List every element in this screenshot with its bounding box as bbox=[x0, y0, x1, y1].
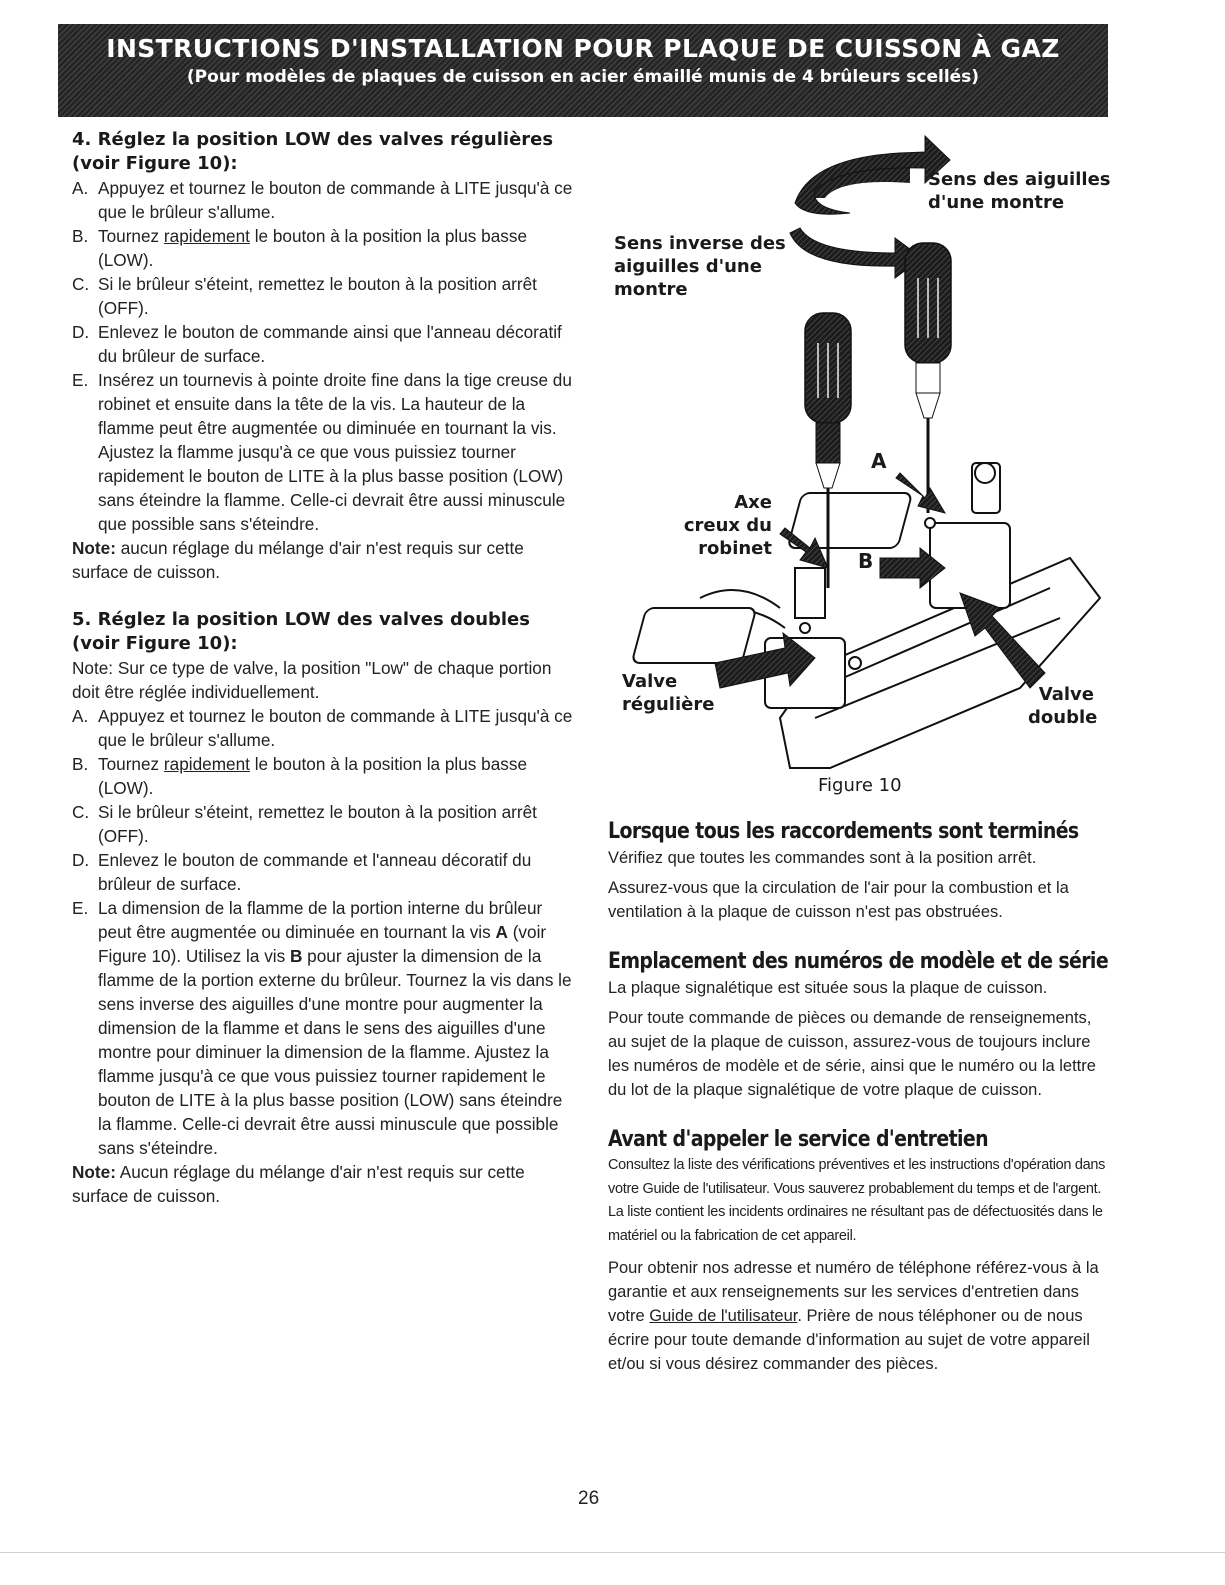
counterclockwise-arrow-icon bbox=[790, 228, 922, 278]
header-banner bbox=[58, 24, 1108, 117]
list-item: C. Si le brûleur s'éteint, remettez le bouton à la position arrêt (OFF). bbox=[72, 274, 537, 318]
before-service-title: Avant d'appeler le service d'entretien bbox=[608, 1127, 989, 1152]
section-5-intro: Note: Sur ce type de valve, la position "Low" de chaque portion doit être réglée individuellement. bbox=[72, 658, 552, 702]
label-regular-valve: Valve régulière bbox=[622, 671, 715, 715]
section-4-note: Note: aucun réglage du mélange d'air n'est requis sur cette surface de cuisson. bbox=[72, 538, 524, 582]
label-clockwise: Sens des aiguilles d'une montre bbox=[928, 169, 1111, 213]
list-item: C. Si le brûleur s'éteint, remettez le bouton à la position arrêt (OFF). bbox=[72, 802, 537, 846]
list-item: E. Insérez un tournevis à pointe droite fine dans la tige creuse du robinet et ensuite dans la tête de la vis. La hauteur de la flamme peut être augmentée ou diminuée en tournant la vis. Ajustez la flamme jusqu'à ce que vous puissiez tourner rapidement le bouton de LITE à la plus basse position (LOW) sans éteindre la flamme. Celle-ci devrait être aussi minuscule que possible sans s'éteindre. bbox=[72, 370, 572, 534]
model-serial-title: Emplacement des numéros de modèle et de série bbox=[608, 949, 1109, 974]
label-screw-b: B bbox=[858, 549, 874, 573]
section-5-heading: 5. Réglez la position LOW des valves doubles (voir Figure 10): bbox=[72, 609, 530, 654]
completion-p1: Vérifiez que toutes les commandes sont à la position arrêt. bbox=[608, 849, 1037, 867]
list-item: E. La dimension de la flamme de la portion interne du brûleur peut être augmentée ou diminuée en tournant la vis A (voir Figure 10). Utilisez la vis B pour ajuster la dimension de la flamme de la portion externe du brûleur. Tournez la vis dans le sens inverse des aiguilles d'une montre pour augmenter la dimension de la flamme et dans le sens des aiguilles d'une montre pour diminuer la dimension de la flamme. Ajustez la flamme jusqu'à ce que vous puissiez tourner rapidement le bouton de LITE à la plus basse position (LOW) sans éteindre la flamme. Celle-ci devrait être aussi minuscule que possible sans s'éteindre. bbox=[72, 898, 572, 1158]
section-5-steps bbox=[72, 704, 577, 1160]
right-column bbox=[608, 818, 1108, 1382]
section-4-steps bbox=[72, 176, 577, 536]
section-4-heading: 4. Réglez la position LOW des valves régulières (voir Figure 10): bbox=[72, 129, 554, 174]
model-serial-p1: La plaque signalétique est située sous la plaque de cuisson. bbox=[608, 979, 1048, 997]
section-5-note: Note: Aucun réglage du mélange d'air n'est requis sur cette surface de cuisson. bbox=[72, 1162, 525, 1206]
page-subtitle: (Pour modèles de plaques de cuisson en acier émaillé munis de 4 brûleurs scellés) bbox=[186, 67, 980, 87]
before-service-p1: Consultez la liste des vérifications préventives et les instructions d'opération dans votre Guide de l'utilisateur. Vous sauverez probablement du temps et de l'argent. La liste contient les incidents ordinaires ne résultant pas de défectuosités dans le matériel ou la fabrication de cet appareil. bbox=[608, 1157, 1106, 1244]
list-item: D. Enlevez le bouton de commande et l'anneau décoratif du brûleur de surface. bbox=[72, 850, 532, 894]
left-column bbox=[72, 128, 577, 1208]
section-4 bbox=[72, 128, 577, 584]
completion-p2: Assurez-vous que la circulation de l'air pour la combustion et la ventilation à la plaque de cuisson n'est pas obstruées. bbox=[608, 879, 1069, 921]
user-guide-reference: Guide de l'utilisateur bbox=[649, 1307, 798, 1325]
list-item: D. Enlevez le bouton de commande ainsi que l'anneau décoratif du brûleur de surface. bbox=[72, 322, 562, 366]
label-hollow-axis: Axe creux du robinet bbox=[683, 492, 772, 559]
before-service-p2: Pour obtenir nos adresse et numéro de téléphone référez-vous à la garantie et aux renseignements sur les services d'entretien dans votre Guide de l'utilisateur. Prière de nous téléphoner ou de nous écrire pour toute demande d'information au sujet de votre appareil et/ou si vous désirez commander des pièces. bbox=[608, 1259, 1099, 1373]
completion-title: Lorsque tous les raccordements sont terminés bbox=[608, 819, 1079, 844]
page-title: INSTRUCTIONS D'INSTALLATION POUR PLAQUE DE CUISSON À GAZ bbox=[106, 34, 1060, 63]
screwdriver-right bbox=[905, 243, 951, 513]
model-serial-p2: Pour toute commande de pièces ou demande de renseignements, au sujet de la plaque de cuisson, assurez-vous de toujours inclure les numéros de modèle et de série, ainsi que le numéro ou la lettre du lot de la plaque signalétique de votre plaque de cuisson. bbox=[608, 1009, 1096, 1099]
label-counterclockwise: Sens inverse des aiguilles d'une montre bbox=[614, 233, 786, 300]
list-item: A. Appuyez et tournez le bouton de commande à LITE jusqu'à ce que le brûleur s'allume. bbox=[72, 178, 573, 222]
label-screw-a: A bbox=[871, 449, 887, 473]
list-item: B. Tournez rapidement le bouton à la position la plus basse (LOW). bbox=[72, 226, 528, 270]
label-double-valve: Valve double bbox=[1028, 684, 1098, 728]
list-item: A. Appuyez et tournez le bouton de commande à LITE jusqu'à ce que le brûleur s'allume. bbox=[72, 706, 573, 750]
figure-caption: Figure 10 bbox=[818, 775, 902, 796]
footer-divider bbox=[0, 1552, 1225, 1553]
section-5 bbox=[72, 608, 577, 1208]
list-item: B. Tournez rapidement le bouton à la position la plus basse (LOW). bbox=[72, 754, 528, 798]
clockwise-arrow-icon bbox=[795, 136, 950, 214]
page-number: 26 bbox=[578, 1488, 600, 1509]
